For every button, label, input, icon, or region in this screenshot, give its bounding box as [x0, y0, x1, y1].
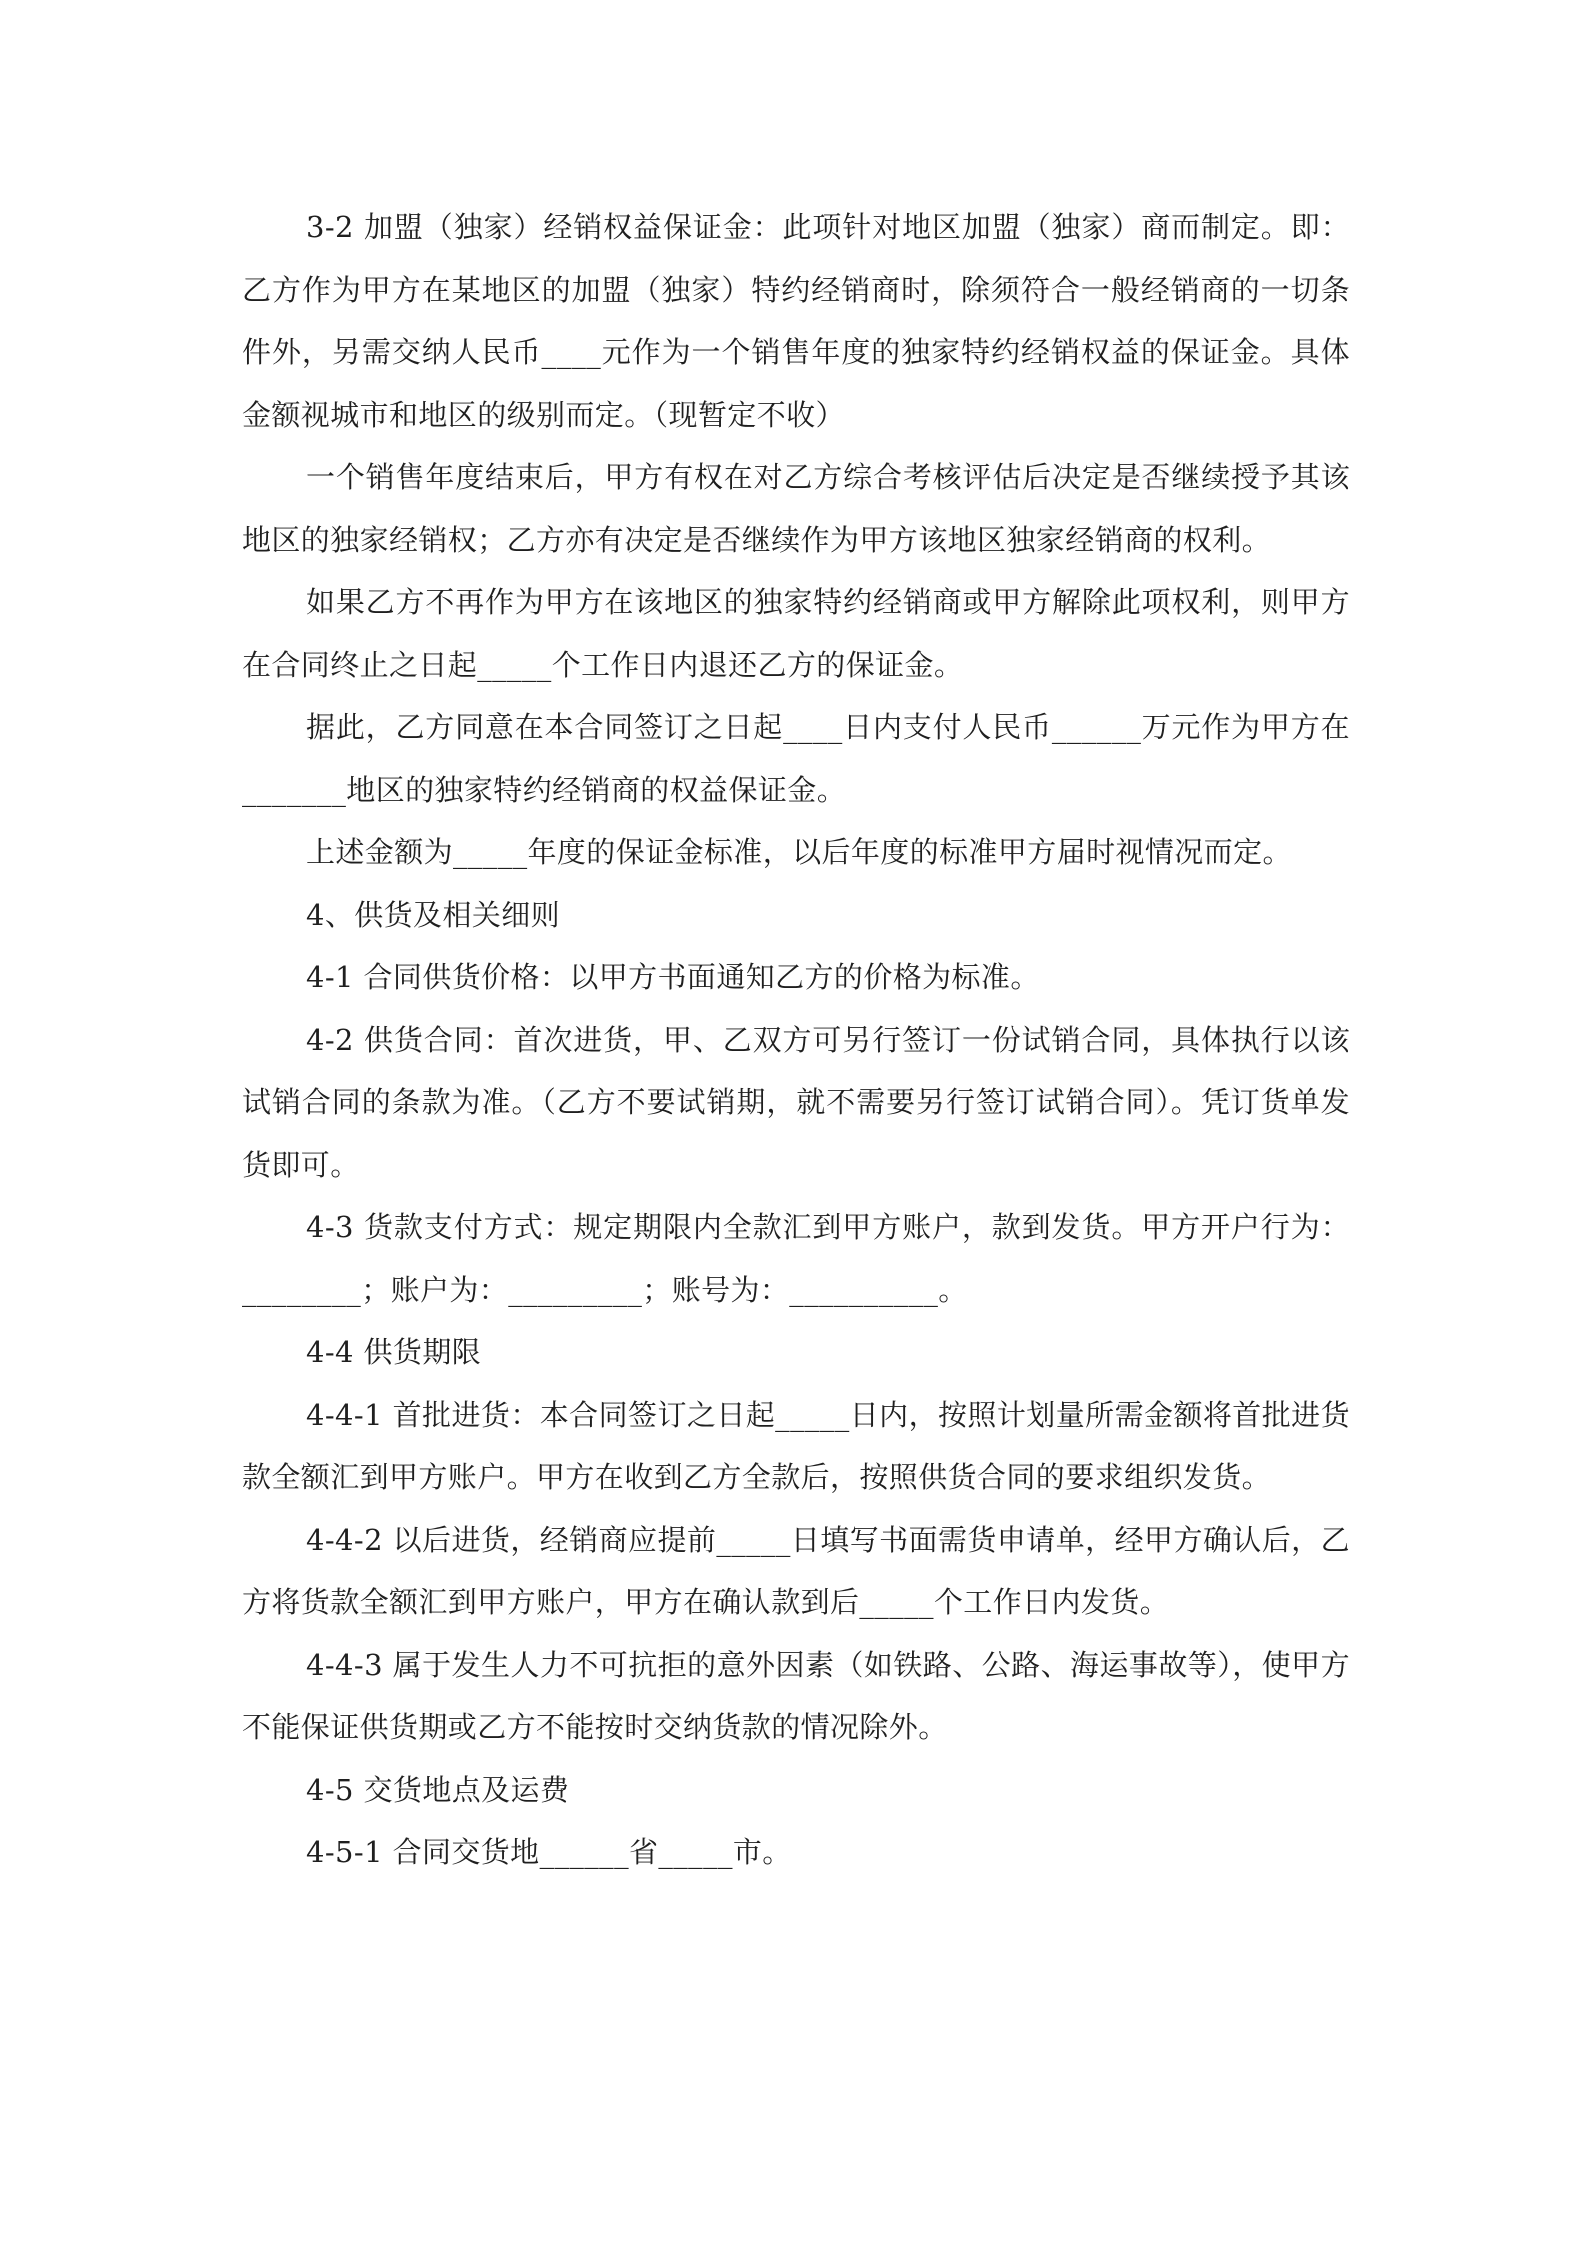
section-heading-4-5-delivery: 4-5 交货地点及运费: [306, 1772, 570, 1807]
paragraph-4-4-3-force-majeure: 4-4-3 属于发生人力不可抗拒的意外因素（如铁路、公路、海运事故等），使甲方不能保证供货期或乙方不能按时交纳货款的情况除外。: [242, 1647, 1350, 1744]
section-heading-4-4-term: 4-4 供货期限: [306, 1335, 482, 1369]
paragraph-4-5-1-location: 4-5-1 合同交货地______省_____市。: [306, 1835, 792, 1869]
section-heading-4-supply: 4、供货及相关细则: [306, 897, 561, 932]
paragraph-deposit-refund: 如果乙方不再作为甲方在该地区的独家特约经销商或甲方解除此项权利，则甲方在合同终止之日起_____个工作日内退还乙方的保证金。: [242, 585, 1350, 682]
paragraph-4-4-1-first-order: 4-4-1 首批进货：本合同签订之日起_____日内，按照计划量所需金额将首批进货款全额汇到甲方账户。甲方在收到乙方全款后，按照供货合同的要求组织发货。: [242, 1397, 1350, 1494]
document-body: [242, 196, 1350, 1884]
paragraph-deposit-standard: 上述金额为_____年度的保证金标准，以后年度的标准甲方届时视情况而定。: [306, 835, 1292, 869]
paragraph-4-3-payment: 4-3 货款支付方式：规定期限内全款汇到甲方账户，款到发货。甲方开户行为：________；账户为：_________；账号为：__________。: [242, 1210, 1350, 1307]
paragraph-annual-review: 一个销售年度结束后，甲方有权在对乙方综合考核评估后决定是否继续授予其该地区的独家经销权；乙方亦有决定是否继续作为甲方该地区独家经销商的权利。: [242, 460, 1350, 557]
paragraph-deposit-payment: 据此，乙方同意在本合同签订之日起____日内支付人民币______万元作为甲方在_______地区的独家特约经销商的权益保证金。: [242, 710, 1350, 807]
paragraph-4-1-price: 4-1 合同供货价格：以甲方书面通知乙方的价格为标准。: [306, 960, 1040, 994]
paragraph-3-2-deposit: 3-2 加盟（独家）经销权益保证金：此项针对地区加盟（独家）商而制定。即：乙方作为甲方在某地区的加盟（独家）特约经销商时，除须符合一般经销商的一切条件外，另需交纳人民币____元作为一个销售年度的独家特约经销权益的保证金。具体金额视城市和地区的级别而定。（现暂定不收）: [242, 210, 1350, 432]
paragraph-4-2-contract: 4-2 供货合同：首次进货，甲、乙双方可另行签订一份试销合同，具体执行以该试销合同的条款为准。（乙方不要试销期，就不需要另行签订试销合同）。凭订货单发货即可。: [242, 1022, 1350, 1182]
paragraph-4-4-2-later-order: 4-4-2 以后进货，经销商应提前_____日填写书面需货申请单，经甲方确认后，乙方将货款全额汇到甲方账户，甲方在确认款到后_____个工作日内发货。: [242, 1522, 1350, 1619]
